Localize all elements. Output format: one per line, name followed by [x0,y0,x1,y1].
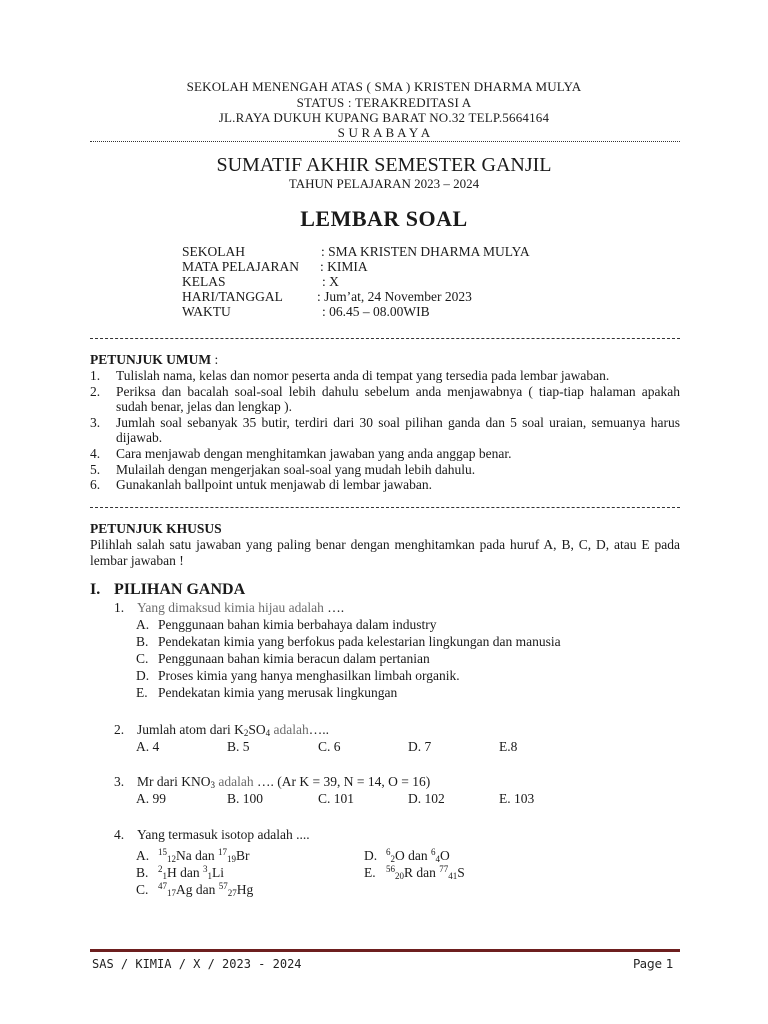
list-item [90,446,680,462]
option-c[interactable] [136,650,561,667]
info-label: WAKTU [182,304,231,319]
mass-number: 47 [158,881,167,891]
question-text [137,600,344,616]
item-number: 6. [90,477,101,493]
atomic-number: 20 [395,871,404,881]
mass-number: 57 [218,881,228,891]
atomic-number: 1 [162,871,167,881]
question-stem-a: Mr dari KNO [137,774,211,789]
option-letter: E. [364,865,376,880]
option-text: Ag dan [176,882,219,897]
question-stem-c: adalah [270,722,309,737]
exam-title: SUMATIF AKHIR SEMESTER GANJIL [216,154,552,176]
mass-number: 56 [386,864,395,874]
item-number: 2. [90,383,101,399]
item-text: Gunakanlah ballpoint untuk menjawab di lembar jawaban. [116,477,433,493]
general-instructions-list [90,368,680,493]
option-e[interactable]: E.8 [499,739,518,754]
school-status: STATUS : TERAKREDITASI A [296,95,472,110]
item-number: 5. [90,461,101,477]
mass-number: 6 [431,847,436,857]
option-letter: A. [136,617,150,632]
section-title: PILIHAN GANDA [114,581,246,598]
atomic-number: 41 [448,871,458,881]
option-text: Na dan [176,848,218,863]
atomic-number: 2 [390,854,395,864]
mass-number: 3 [203,864,208,874]
option-d[interactable] [136,667,561,684]
atomic-number: 1 [207,871,212,881]
list-item [90,477,680,493]
option-a[interactable]: A. 4 [136,739,160,754]
info-value: : SMA KRISTEN DHARMA MULYA [321,244,530,259]
option-letter: A. [136,848,150,863]
special-instructions-text: Pilihlah salah satu jawaban yang paling benar dengan menghitamkan pada huruf A, B, C, D, atau E pada lembar jawaban ! [90,537,680,568]
school-address: JL.RAYA DUKUH KUPANG BARAT NO.32 TELP.5664164 [218,110,550,125]
option-a[interactable]: A. 99 [136,791,166,806]
general-heading-colon: : [211,352,219,367]
mass-number: 77 [439,864,449,874]
option-letter: D. [364,848,378,863]
item-text: Periksa dan bacalah soal-soal lebih dahulu sebelum anda menjawabnya ( tiap-tiap halaman apakah sudah benar, jelas dan lengkap ). [116,383,680,415]
footer-rule [90,949,680,952]
question-number: 2. [114,722,125,737]
question-tail: …. (Ar K = 39, N = 14, O = 16) [253,774,431,789]
option-text: Pendekatan kimia yang merusak lingkungan [158,685,398,700]
item-number: 1. [90,368,101,383]
question-number: 3. [114,774,125,789]
item-text: Tulislah nama, kelas dan nomor peserta anda di tempat yang tersedia pada lembar jawaban. [116,368,610,383]
option-c[interactable] [136,878,253,901]
info-label: SEKOLAH [182,244,245,259]
option-text: Li [212,865,224,880]
atomic-number: 27 [227,888,237,898]
option-text: R dan [404,865,440,880]
mass-number: 6 [386,847,391,857]
question-text: Yang termasuk isotop adalah .... [137,827,310,842]
atomic-number: 19 [226,854,236,864]
exam-year: TAHUN PELAJARAN 2023 – 2024 [288,176,480,191]
question-stem: Yang dimaksud kimia hijau adalah [137,600,324,615]
header-divider [90,141,680,142]
option-letter: E. [136,685,148,700]
option-text: Br [235,848,250,863]
list-item [90,462,680,478]
info-value: : X [322,274,339,289]
footer-label: SAS / KIMIA / X / 2023 - 2024 [92,957,302,971]
question-stem-b: adalah [215,774,254,789]
mass-number: 2 [158,864,163,874]
option-letter: D. [136,668,150,683]
item-number: 3. [90,414,101,430]
question-number: 1. [114,600,125,615]
option-letter: B. [136,634,149,649]
sheet-title: LEMBAR SOAL [300,206,468,231]
question-ellipsis: ….. [308,722,329,737]
item-text: Jumlah soal sebanyak 35 butir, terdiri dari 30 soal pilihan ganda dan 5 soal uraian, semuanya harus dijawab. [116,414,680,446]
option-text: Hg [236,882,254,897]
question-stem-a: Jumlah atom dari K [137,722,244,737]
subscript: 2 [243,728,249,738]
info-label: HARI/TANGGAL [182,289,283,304]
item-text: Mulailah dengan mengerjakan soal-soal yang mudah lebih dahulu. [116,461,476,477]
option-text: H dan [167,865,203,880]
option-c[interactable]: C. 101 [318,791,355,806]
atomic-number: 17 [167,888,176,898]
option-b[interactable] [136,633,561,650]
info-value: : 06.45 – 08.00WIB [322,304,430,319]
special-instructions-heading: PETUNJUK KHUSUS [90,521,222,536]
info-divider [90,338,680,339]
school-name: SEKOLAH MENENGAH ATAS ( SMA ) KRISTEN DHARMA MULYA [186,79,582,94]
mass-number: 17 [217,847,227,857]
mass-number: 15 [158,847,167,857]
option-b[interactable]: B. 5 [227,739,250,754]
info-label: KELAS [182,274,226,289]
item-number: 4. [90,445,101,461]
option-a[interactable] [136,616,561,633]
option-c[interactable]: C. 6 [318,739,341,754]
list-item [90,415,680,446]
option-letter: C. [136,651,149,666]
subscript: 3 [210,780,215,790]
option-text: Penggunaan bahan kimia beracun dalam pertanian [158,651,430,666]
option-e[interactable] [136,684,561,701]
general-instructions-heading [90,352,218,368]
option-d[interactable]: D. 7 [408,739,432,754]
question-stem-b: SO [248,722,266,737]
option-text: O dan [395,848,431,863]
question-text [137,774,430,793]
general-divider [90,507,680,508]
info-value: : Jum’at, 24 November 2023 [317,289,472,304]
item-text: Cara menjawab dengan menghitamkan jawaban yang anda anggap benar. [116,445,512,461]
option-text: S [457,865,465,880]
list-item [90,384,680,415]
atomic-number: 12 [167,854,176,864]
school-city: S U R A B A Y A [337,125,431,140]
option-text: Pendekatan kimia yang berfokus pada kelestarian lingkungan dan manusia [158,634,561,649]
option-d[interactable]: D. 102 [408,791,445,806]
option-text: O [440,848,450,863]
question-number: 4. [114,827,125,842]
option-letter: C. [136,882,149,897]
section-number: I. [90,581,101,598]
option-b[interactable]: B. 100 [227,791,264,806]
question-options [136,616,561,701]
option-letter: B. [136,865,149,880]
option-e[interactable]: E. 103 [499,791,535,806]
option-text: Penggunaan bahan kimia berbahaya dalam industry [158,617,437,632]
general-heading-text: PETUNJUK UMUM [90,352,212,367]
page-number: Page 1 [633,957,674,971]
info-value: : KIMIA [320,259,368,274]
option-text: Proses kimia yang hanya menghasilkan limbah organik. [158,668,460,683]
info-label: MATA PELAJARAN [182,259,300,274]
question-ellipsis: …. [323,600,345,615]
subscript: 4 [265,728,271,738]
atomic-number: 4 [435,854,440,864]
list-item [90,368,680,384]
option-e[interactable] [364,861,465,884]
